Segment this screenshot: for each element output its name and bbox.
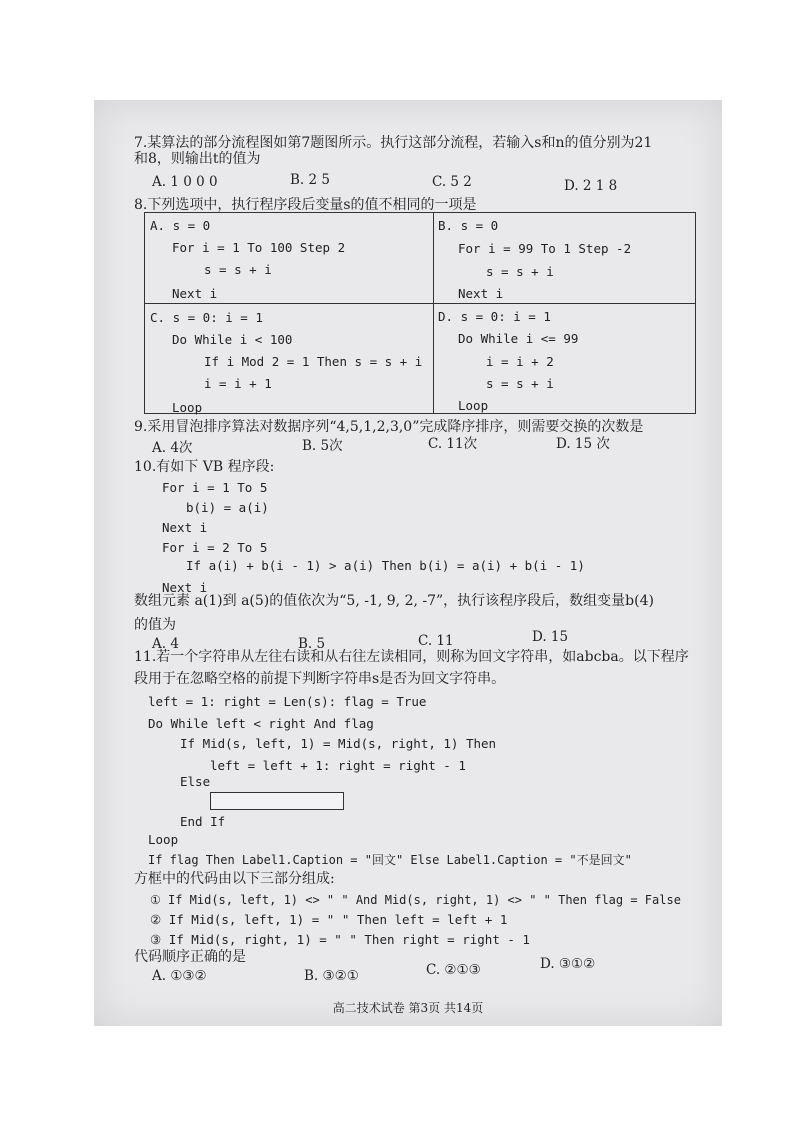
q11-parts-intro: 方框中的代码由以下三部分组成: (134, 871, 335, 887)
q11-order-question: 代码顺序正确的是 (134, 949, 246, 965)
q10-code-line5: If a(i) + b(i - 1) > a(i) Then b(i) = a(i) + b(i - 1) (186, 558, 585, 573)
q7-option-b: B. 2 5 (290, 172, 330, 188)
q10-desc-line2: 的值为 (134, 617, 176, 633)
q11-stem-line1: 11.若一个字符串从左往右读和从右往左读相同，则称为回文字符串，如abcba。以下程序 (134, 649, 689, 665)
q8-b-line1: B. s = 0 (438, 218, 499, 233)
q9-option-c: C. 11次 (428, 436, 478, 452)
q8-stem: 8.下列选项中，执行程序段后变量s的值不相同的一项是 (134, 197, 477, 213)
q8-c-line4: i = i + 1 (204, 376, 272, 391)
q11-code-line7: Loop (148, 832, 179, 847)
table-divider-vertical (433, 213, 434, 413)
q11-code-line1: left = 1: right = Len(s): flag = True (148, 694, 427, 709)
page-footer: 高二技术试卷 第3页 共14页 (332, 1001, 484, 1015)
q8-c-line3: If i Mod 2 = 1 Then s = s + i (204, 354, 423, 369)
q10-code-line2: b(i) = a(i) (186, 500, 269, 515)
q11-code-line5: Else (180, 774, 211, 789)
q8-b-line2: For i = 99 To 1 Step -2 (458, 241, 632, 256)
q7-stem-line1: 7.某算法的部分流程图如第7题图所示。执行这部分流程，若输入s和n的值分别为21 (134, 135, 653, 151)
q7-option-d: D. 2 1 8 (564, 178, 618, 194)
q11-part-1: ① If Mid(s, left, 1) <> " " And Mid(s, right, 1) <> " " Then flag = False (150, 893, 681, 907)
q10-code-line6: Next i (162, 580, 208, 595)
q10-desc-line1: 数组元素 a(1)到 a(5)的值依次为“5, -1, 9, 2, -7”，执行该程序段后，数组变量b(4) (134, 593, 654, 609)
q11-option-d: D. ③①② (540, 956, 596, 972)
q11-stem-line2: 段用于在忽略空格的前提下判断字符串s是否为回文字符串。 (134, 671, 506, 687)
q8-d-line1: D. s = 0: i = 1 (438, 309, 551, 324)
q10-option-b: B. 5 (298, 636, 326, 652)
answer-blank-box (210, 792, 344, 810)
table-divider-horizontal (145, 303, 695, 304)
q9-option-b: B. 5次 (302, 438, 343, 454)
q8-b-line3: s = s + i (486, 264, 554, 279)
q8-a-line2: For i = 1 To 100 Step 2 (172, 240, 346, 255)
q8-d-line4: s = s + i (486, 376, 554, 391)
q8-d-line2: Do While i <= 99 (458, 331, 579, 346)
q8-c-line2: Do While i < 100 (172, 332, 293, 347)
q8-a-line1: A. s = 0 (150, 218, 211, 233)
q10-code-line1: For i = 1 To 5 (162, 480, 268, 495)
q10-option-c: C. 11 (418, 633, 454, 649)
q8-a-line3: s = s + i (204, 262, 272, 277)
q8-d-line3: i = i + 2 (486, 354, 554, 369)
q8-a-line4: Next i (172, 286, 218, 301)
q11-code-line3: If Mid(s, left, 1) = Mid(s, right, 1) Then (180, 736, 497, 751)
q10-code-line4: For i = 2 To 5 (162, 540, 268, 555)
q10-option-a: A. 4 (152, 636, 179, 652)
exam-page (94, 100, 722, 1026)
q7-stem-line2: 和8，则输出t的值为 (134, 151, 261, 167)
q10-code-line3: Next i (162, 520, 208, 535)
q11-part-2: ② If Mid(s, left, 1) = " " Then left = left + 1 (150, 912, 508, 927)
q9-option-d: D. 15 次 (556, 436, 610, 452)
q11-code-line2: Do While left < right And flag (148, 716, 374, 731)
q10-option-d: D. 15 (532, 629, 569, 645)
q11-code-line6: End If (180, 814, 226, 829)
q11-code-line8: If flag Then Label1.Caption = "回文" Else Label1.Caption = "不是回文" (148, 853, 632, 867)
q11-part-3: ③ If Mid(s, right, 1) = " " Then right = right - 1 (150, 932, 530, 947)
q11-option-c: C. ②①③ (426, 962, 481, 978)
q7-option-c: C. 5 2 (432, 174, 472, 190)
q11-code-line4: left = left + 1: right = right - 1 (210, 758, 466, 773)
q8-b-line4: Next i (458, 286, 504, 301)
q8-d-line5: Loop (458, 398, 489, 413)
q11-option-b: B. ③②① (304, 968, 359, 984)
q9-option-a: A. 4次 (152, 440, 193, 456)
q8-c-line5: Loop (172, 400, 203, 415)
q9-stem: 9.采用冒泡排序算法对数据序列“4,5,1,2,3,0”完成降序排序，则需要交换的次数是 (134, 419, 644, 435)
q10-stem: 10.有如下 VB 程序段: (134, 459, 275, 475)
q11-option-a: A. ①③② (152, 968, 207, 984)
q8-c-line1: C. s = 0: i = 1 (150, 310, 263, 325)
q7-option-a: A. 1 0 0 0 (152, 174, 218, 190)
